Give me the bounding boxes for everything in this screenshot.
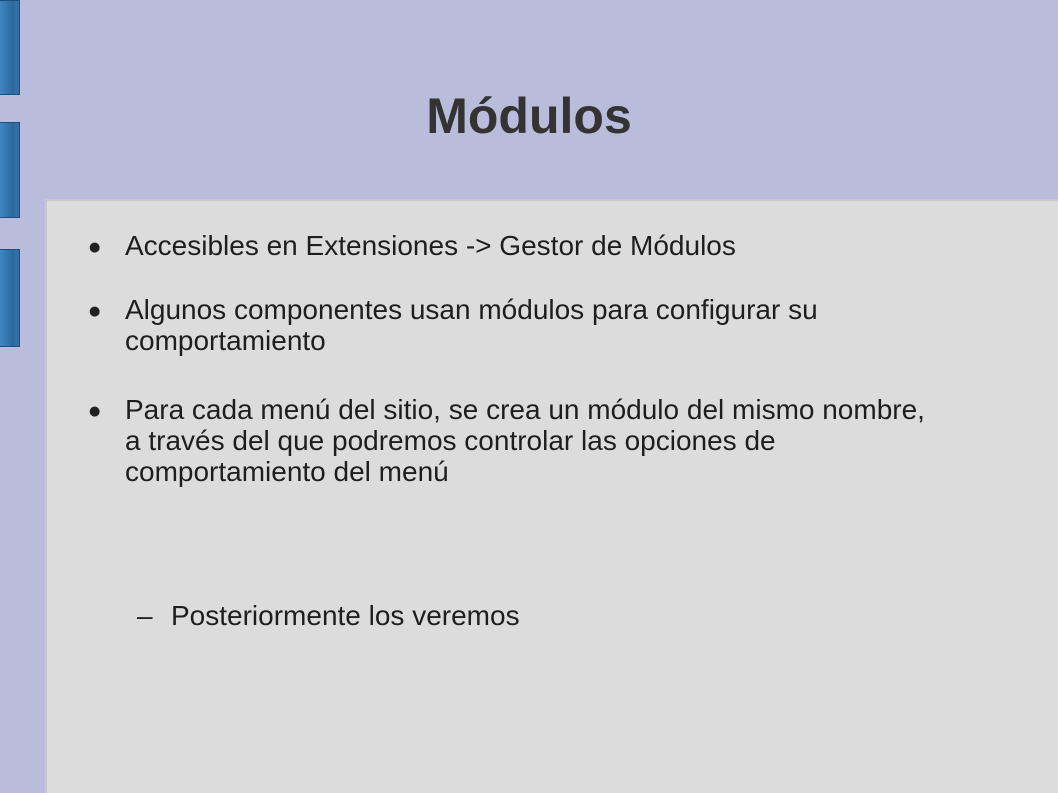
slide-title: Módulos <box>426 88 632 144</box>
bullet-marker: ● <box>89 404 101 419</box>
bullet-text: Algunos componentes usan módulos para configurar su comportamiento <box>125 294 818 356</box>
bullet-marker: ● <box>89 240 101 255</box>
decorative-side-bar-1 <box>0 0 20 95</box>
decorative-side-bar-3 <box>0 249 20 347</box>
sub-bullet-text: Posteriormente los veremos <box>171 600 520 631</box>
content-panel <box>45 199 1058 793</box>
bullet-text: Accesibles en Extensiones -> Gestor de Módulos <box>125 230 736 261</box>
bullet-text: Para cada menú del sitio, se crea un módulo del mismo nombre, a través del que podremos controlar las opciones de comportamiento del menú <box>125 394 925 487</box>
sub-bullet-marker: – <box>137 600 153 631</box>
bullet-marker: ● <box>89 304 101 319</box>
